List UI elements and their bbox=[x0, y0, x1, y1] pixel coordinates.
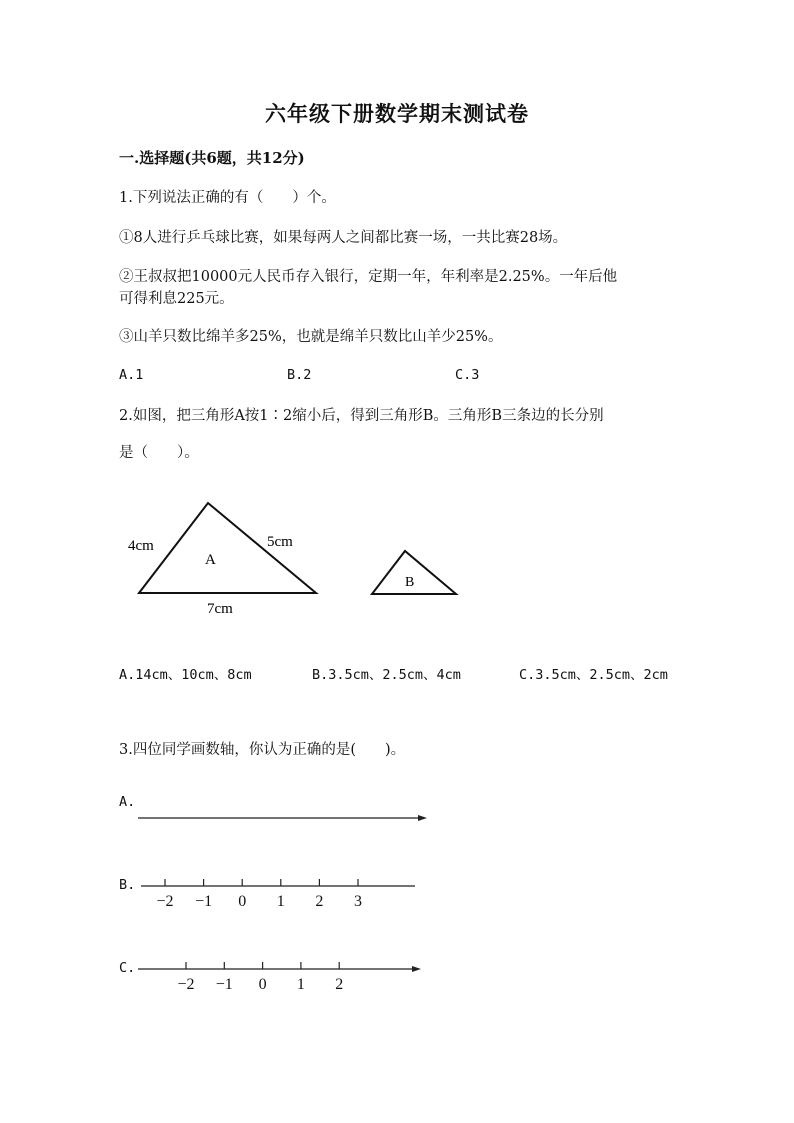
q2-stem-a: 2.如图，把三角形A按1∶2缩小后，得到三角形B。三角形B三条边的长分别 bbox=[119, 408, 604, 424]
number-line-b-tick-label: 2 bbox=[315, 893, 324, 910]
number-line-c-tick-label: −2 bbox=[177, 976, 195, 993]
triangle-a-left-side-label: 4cm bbox=[128, 538, 154, 554]
triangle-a-base-label: 7cm bbox=[207, 601, 233, 617]
number-line-b-tick-label: −2 bbox=[156, 893, 174, 910]
q3-option-a-label: A. bbox=[119, 794, 136, 810]
q1-statement-2a: ②王叔叔把10000元人民币存入银行，定期一年，年利率是2.25%。一年后他 bbox=[119, 269, 618, 285]
number-line-b-tick-label: 3 bbox=[354, 893, 362, 910]
q2-option-c: C.3.5cm、2.5cm、2cm bbox=[519, 667, 668, 683]
q1-option-b: B.2 bbox=[287, 367, 312, 383]
number-line-c-arrowhead bbox=[412, 966, 421, 972]
number-line-a-arrowhead bbox=[418, 815, 427, 821]
number-line-c-tick-label: 1 bbox=[296, 976, 305, 993]
page-title: 六年级下册数学期末测试卷 bbox=[265, 101, 529, 126]
number-line-c-tick-label: −1 bbox=[215, 976, 233, 993]
q2-option-a: A.14cm、10cm、8cm bbox=[119, 667, 252, 683]
q3-stem: 3.四位同学画数轴，你认为正确的是( )。 bbox=[119, 742, 406, 758]
number-line-b-tick-label: 0 bbox=[238, 893, 247, 910]
number-line-c-tick-label: 0 bbox=[258, 976, 267, 993]
q1-statement-2b: 可得利息225元。 bbox=[119, 291, 234, 307]
number-line-c-ticks bbox=[177, 962, 343, 993]
q2-option-b: B.3.5cm、2.5cm、4cm bbox=[312, 667, 461, 683]
q1-statement-3: ③山羊只数比绵羊多25%，也就是绵羊只数比山羊少25%。 bbox=[119, 329, 503, 345]
q1-stem: 1.下列说法正确的有（ ）个。 bbox=[119, 190, 336, 206]
triangle-b-label: B bbox=[405, 575, 415, 590]
section-heading: 一.选择题(共6题，共12分) bbox=[119, 149, 305, 167]
q2-stem-b: 是（ ）。 bbox=[119, 445, 199, 461]
triangle-a-right-side-label: 5cm bbox=[267, 534, 293, 550]
number-line-c-tick-label: 2 bbox=[335, 976, 344, 993]
q3-option-c-label: C. bbox=[119, 960, 136, 976]
q1-statement-1: ①8人进行乒乓球比赛，如果每两人之间都比赛一场，一共比赛28场。 bbox=[119, 230, 568, 246]
triangle-a-label: A bbox=[205, 552, 216, 568]
q1-option-a: A.1 bbox=[119, 367, 144, 383]
number-line-b-tick-label: −1 bbox=[195, 893, 213, 910]
number-line-b-ticks bbox=[156, 879, 362, 910]
number-line-b-tick-label: 1 bbox=[276, 893, 285, 910]
q1-option-c: C.3 bbox=[455, 367, 480, 383]
q3-option-b-label: B. bbox=[119, 877, 136, 893]
